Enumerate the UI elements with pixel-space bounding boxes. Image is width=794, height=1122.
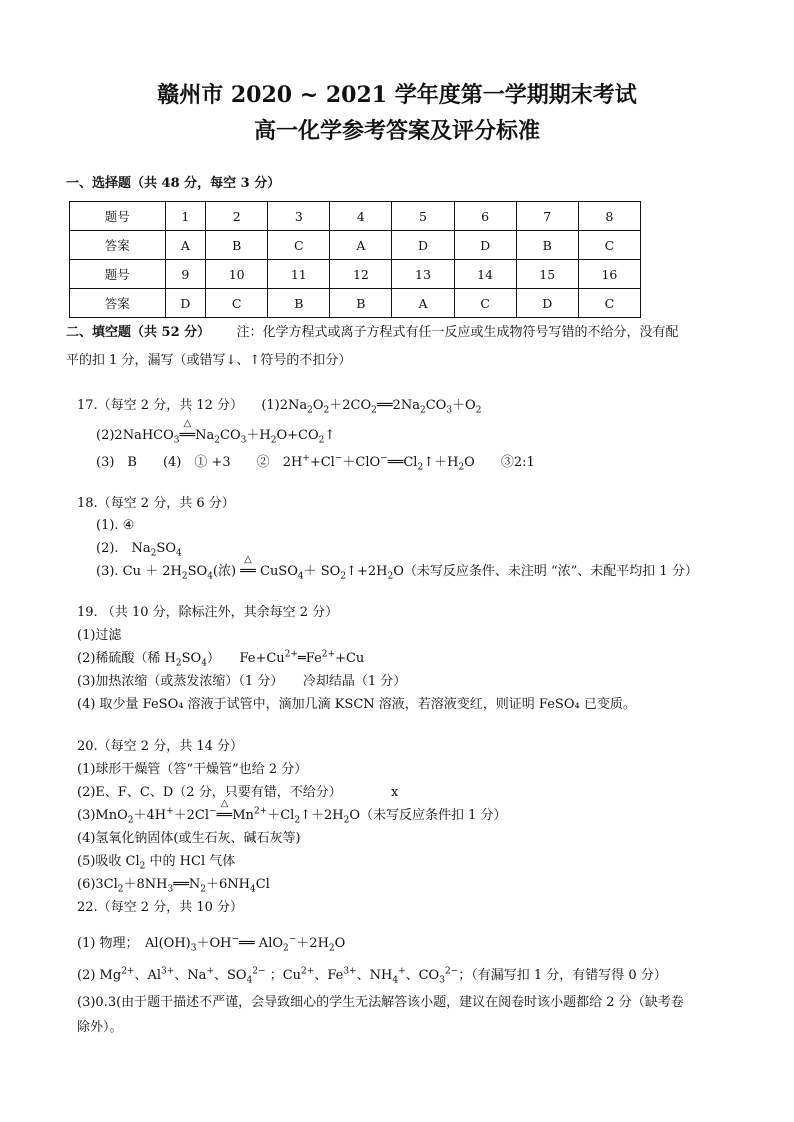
table-cell: 11 [268,260,330,289]
q18-answer-2-label: (2). [96,541,119,556]
table-cell: 2 [206,202,268,231]
table-cell: 3 [268,202,330,231]
q22-answer-3-line1: (3)0.3(由于题干描述不严谨，会导致细心的学生无法解答该小题，建议在阅卷时该小题都给 2 分（缺考卷 [77,995,684,1010]
q18-answer-3: (3). $Cu + 2H_2SO_4$(浓) ══ △ CuSO$_4$＋ $SO_2↑+2H_2O$（未写反应条件、未注明 “浓”、未配平均扣 1 分） [96,554,698,582]
table-cell: A [330,231,392,260]
q20-answer-4: (4)氢氧化钠固体(或生石灰、碱石灰等) [77,831,301,846]
table-cell: A [392,289,454,318]
q22-answer-3-line2: 除外）。 [77,1020,123,1035]
q17-answer-1-label: (1) [261,398,280,413]
q18-answer-3-note: （未写反应条件、未注明 “浓”、未配平均扣 1 分） [403,564,698,579]
table-cell: 15 [516,260,578,289]
q22-answer-2: (2) $Mg^{2+}$、$Al^{3+}$、Na+、$SO_4^{2-}$ ；$Cu^{2+}$、$Fe^{3+}$、$NH_4^+$、$CO_3^{2-}$；（有漏写扣 1 分，有错写得 0 分） [77,966,667,986]
section2-note-line1: 注：化学方程式或离子方程式有任一反应或生成物符号写错的不给分，没有配 [236,325,679,340]
section1-heading: 一、选择题（共 48 分，每空 3 分） [66,176,281,191]
table-cell: 8 [578,202,640,231]
q18-answer-2: (2). $Na_2SO_4$ [96,541,182,559]
table-cell: C [268,231,330,260]
q20-answer-2: (2)E、F、C、D（2 分，只要有错，不给分） [77,785,342,800]
q17-answer-3-4-label: (3) B (4) ① +3 ② [96,455,270,470]
stray-x-mark: x [391,785,399,800]
q19-answer-2: (2)稀硫酸（稀 $H_2SO_4$） $Fe+Cu^{2+}═Fe^{2+}+Cu$ [77,649,365,669]
q22-heading: 22.（每空 2 分，共 10 分） [77,900,244,915]
table-row [70,289,641,318]
page-title: 赣州市 2020 ~ 2021 学年度第一学期期末考试 [157,82,637,108]
table-cell: B [206,231,268,260]
section2-note-line2: 平的扣 1 分，漏写（或错写↓、↑符号的不扣分） [66,353,352,368]
q17-answer-2: (2)2NaHCO$_3$══ △ $Na_2CO_3+H_2O+CO_2↑$ [96,418,336,446]
table-cell: B [516,231,578,260]
table-cell: 14 [454,260,516,289]
table-cell: D [454,231,516,260]
answer-table [69,201,641,318]
q20-answer-6: $(6)3Cl_2+8NH_3══N_2+6NH_4Cl$ [77,877,270,895]
table-cell: D [516,289,578,318]
table-cell: C [206,289,268,318]
section2-heading-row [66,325,678,341]
q22-answer-1: (1) 物理； $Al(OH)_3+OH^-══$ $AlO_2^-+2H_2O$ [77,934,346,954]
table-row [70,260,641,289]
q17-heading: 17.（每空 2 分，共 12 分） [77,398,244,413]
q20-answer-3: (3)MnO$_2$＋4H+＋2Cl−══ △ $Mn^{2+}+Cl_2↑+2H_2O$（未写反应条件扣 1 分） [77,798,507,826]
table-cell: B [330,289,392,318]
table-cell: 13 [392,260,454,289]
q19-heading: 19. （共 10 分，除标注外，其余每空 2 分） [77,605,339,620]
table-row-header: 题号 [70,260,166,289]
q18-heading: 18.（每空 2 分，共 6 分） [77,496,235,511]
q19-answer-4: (4) 取少量 FeSO₄ 溶液于试管中，滴加几滴 KSCN 溶液，若溶液变红，则证明 FeSO₄ 已变质。 [77,697,636,712]
table-cell: B [268,289,330,318]
q18-answer-1: (1). ④ [96,518,135,533]
q20-answer-3-note: （未写反应条件扣 1 分） [359,808,507,823]
table-cell: C [578,289,640,318]
q19-answer-3: (3)加热浓缩（或蒸发浓缩）（1 分） 冷却结晶（1 分） [77,674,407,689]
table-cell: 1 [165,202,206,231]
table-row-header: 答案 [70,231,166,260]
table-cell: 5 [392,202,454,231]
table-cell: 16 [578,260,640,289]
table-row-header: 答案 [70,289,166,318]
table-row-header: 题号 [70,202,166,231]
table-row [70,231,641,260]
q17-row1: 17.（每空 2 分，共 12 分） $(1)2Na_2O_2+2CO_2══2Na_2CO_3+O_2$ [77,398,482,416]
table-cell: C [578,231,640,260]
page-subtitle: 高一化学参考答案及评分标准 [253,118,540,144]
table-cell: D [165,289,206,318]
section2-heading: 二、填空题（共 52 分） [66,325,211,340]
q20-heading: 20.（每空 2 分，共 14 分） [77,739,244,754]
table-cell: 10 [206,260,268,289]
table-cell: C [454,289,516,318]
table-cell: 4 [330,202,392,231]
table-cell: 9 [165,260,206,289]
q17-answer-2-label: (2) [96,428,115,443]
q20-answer-5: (5)吸收 $Cl_2$ 中的 HCl 气体 [77,854,236,872]
q19-answer-1: (1)过滤 [77,628,122,643]
table-cell: A [165,231,206,260]
table-cell: 7 [516,202,578,231]
q20-answer-1: (1)球形干燥管（答“干燥管”也给 2 分） [77,762,308,777]
q22-answer-2-note: （有漏写扣 1 分，有错写得 0 分） [471,968,667,983]
table-row [70,202,641,231]
table-cell: 6 [454,202,516,231]
q17-answer-3-4: (3) B (4) ① +3 ② $2H^++Cl^-+ClO^-══Cl_2↑+H_2O$ ③2:1 [96,453,535,473]
table-cell: D [392,231,454,260]
table-cell: 12 [330,260,392,289]
